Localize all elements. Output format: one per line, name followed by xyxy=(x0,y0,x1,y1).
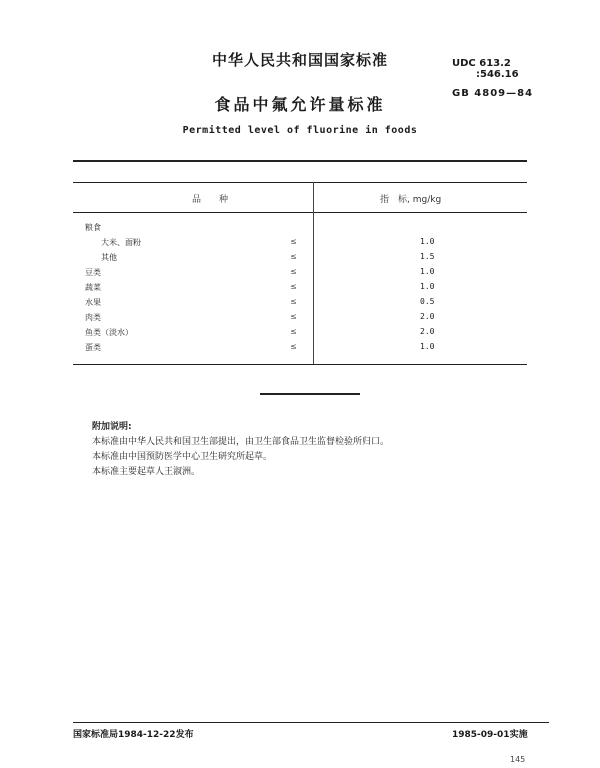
table-row xyxy=(85,252,495,266)
column-header-product: 品 种 xyxy=(191,195,228,205)
standard-header-title: 中华人民共和国国家标准 xyxy=(211,51,388,69)
row-comparator: ≤ xyxy=(290,252,297,261)
table-row xyxy=(85,327,495,341)
footer-rule xyxy=(73,722,549,723)
issue-date: 国家标准局1984-12-22发布 xyxy=(73,730,194,740)
row-limit-value: 0.5 xyxy=(420,297,435,306)
row-product: 水果 xyxy=(85,298,101,307)
row-limit-value: 2.0 xyxy=(420,327,435,336)
column-header-limit: 指 标, mg/kg xyxy=(380,195,442,205)
udc-line-2: :546.16 xyxy=(476,69,519,80)
table-row xyxy=(85,342,495,356)
row-limit-value: 1.5 xyxy=(420,252,435,261)
row-product: 其他 xyxy=(101,253,117,262)
row-comparator: ≤ xyxy=(290,267,297,276)
notes-line: 本标准由中华人民共和国卫生部提出，由卫生部食品卫生监督检验所归口。 xyxy=(92,437,390,447)
table-row xyxy=(85,222,495,236)
row-limit-value: 1.0 xyxy=(420,237,435,246)
row-limit-value: 1.0 xyxy=(420,282,435,291)
table-header-top-rule xyxy=(73,182,527,183)
table-row xyxy=(85,312,495,326)
table-header-bottom-rule xyxy=(73,212,527,213)
table-bottom-rule xyxy=(73,364,527,365)
row-product: 鱼类（淡水） xyxy=(85,328,133,337)
row-product: 蔬菜 xyxy=(85,283,101,292)
row-comparator: ≤ xyxy=(290,342,297,351)
table-row xyxy=(85,237,495,251)
row-product: 大米、面粉 xyxy=(101,238,141,247)
standard-number: GB 4809—84 xyxy=(452,88,534,99)
table-top-rule xyxy=(73,160,527,162)
notes-heading: 附加说明: xyxy=(92,422,132,432)
end-of-standard-rule xyxy=(260,393,360,395)
row-limit-value: 1.0 xyxy=(420,342,435,351)
table-row xyxy=(85,297,495,311)
row-comparator: ≤ xyxy=(290,282,297,291)
row-product: 肉类 xyxy=(85,313,101,322)
document-title-english: Permitted level of fluorine in foods xyxy=(182,125,418,136)
row-product: 粮食 xyxy=(85,223,101,232)
udc-code xyxy=(452,58,519,80)
row-comparator: ≤ xyxy=(290,312,297,321)
row-comparator: ≤ xyxy=(290,237,297,246)
row-comparator: ≤ xyxy=(290,327,297,336)
row-limit-value: 2.0 xyxy=(420,312,435,321)
udc-line-1: UDC 613.2 xyxy=(452,58,511,69)
row-product: 蛋类 xyxy=(85,343,101,352)
effective-date: 1985-09-01实施 xyxy=(452,730,528,740)
row-comparator: ≤ xyxy=(290,297,297,306)
row-limit-value: 1.0 xyxy=(420,267,435,276)
notes-line: 本标准主要起草人王淑洲。 xyxy=(92,467,201,477)
table-row xyxy=(85,282,495,296)
page-number: 145 xyxy=(510,755,526,764)
notes-line: 本标准由中国预防医学中心卫生研究所起草。 xyxy=(92,452,273,462)
row-product: 豆类 xyxy=(85,268,101,277)
table-row xyxy=(85,267,495,281)
document-title: 食品中氟允许量标准 xyxy=(214,95,386,114)
